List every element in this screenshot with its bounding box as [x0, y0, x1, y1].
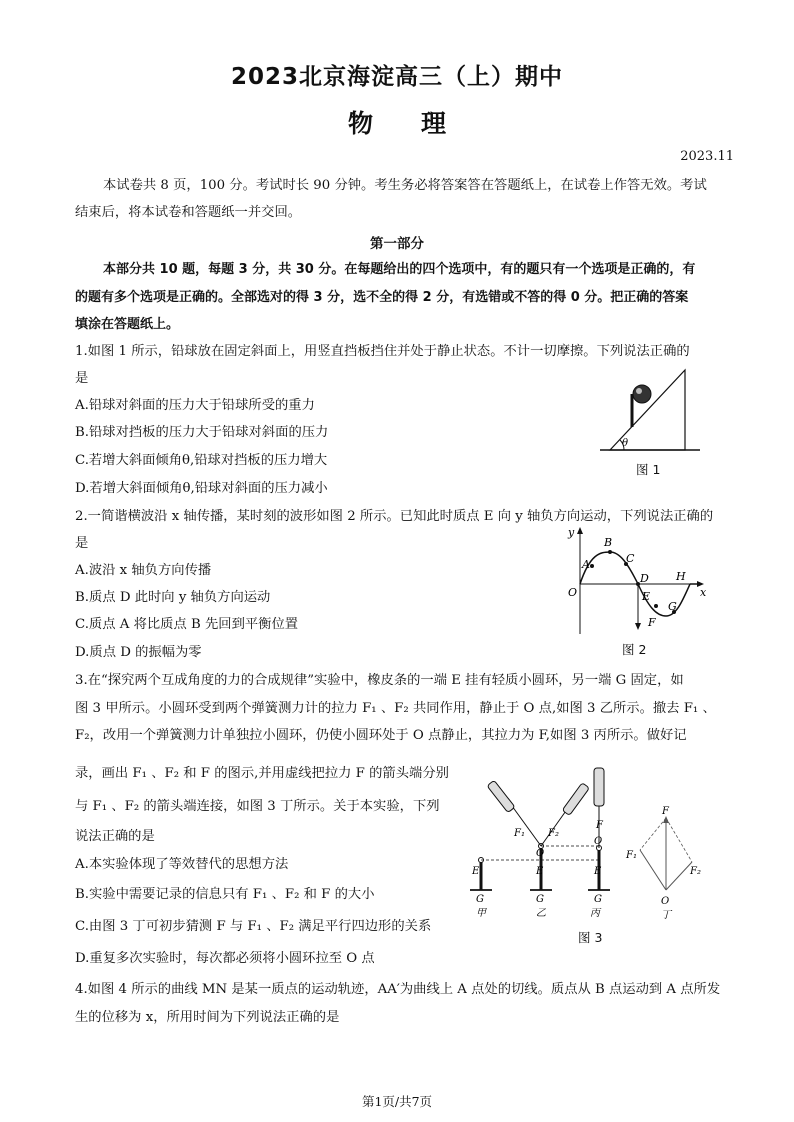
q2-option-c: C.质点 A 将比质点 B 先回到平衡位置: [75, 617, 299, 632]
q3-stem-4: 录，画出 F₁ 、F₂ 和 F 的图示,并用虚线把拉力 F 的箭头端分别: [75, 766, 449, 781]
intro-line-2: 结束后，将本试卷和答题纸一并交回。: [75, 205, 302, 220]
q3-option-c: C.由图 3 丁可初步猜测 F 与 F₁ 、F₂ 满足平行四边形的关系: [75, 919, 432, 934]
q3-stem-3: F₂，改用一个弹簧测力计单独拉小圆环，仍使小圆环处于 O 点静止，其拉力为 F,如图 3 丙所示。做好记: [75, 728, 687, 743]
figure-2-caption: 图 2: [622, 642, 647, 657]
q3-option-a: A.本实验体现了等效替代的思想方法: [75, 857, 289, 872]
arrow-f-head: [635, 623, 641, 630]
subject-char-2: 理: [421, 109, 447, 138]
label-b: B: [604, 536, 613, 549]
exam-date: 2023.11: [680, 149, 734, 164]
q1-option-b: B.铅球对挡板的压力大于铅球对斜面的压力: [75, 425, 329, 440]
label-e: E: [642, 590, 651, 603]
figure-1-incline: [590, 362, 710, 458]
label-c: C: [626, 552, 635, 565]
q3-stem-1: 3.在“探究两个互成角度的力的合成规律”实验中，橡皮条的一端 E 挂有轻质小圆环，另一端 G 固定，如: [75, 673, 684, 688]
yi-label-f1: F₁: [514, 828, 525, 839]
ding-f2-vector: [666, 862, 692, 890]
ding-label-f: F: [662, 806, 669, 817]
part1-instruction-1: 本部分共 10 题，每题 3 分，共 30 分。在每题给出的四个选项中，有的题只有一个选项是正确的，有: [103, 262, 696, 277]
q2-option-b: B.质点 D 此时向 y 轴负方向运动: [75, 590, 271, 605]
point-e: [654, 604, 658, 608]
lead-ball-highlight: [636, 388, 642, 394]
q2-option-d: D.质点 D 的振幅为零: [75, 645, 202, 660]
exam-title: 2023北京海淀高三（上）期中: [230, 64, 563, 90]
bing-spring-scale: [594, 768, 604, 806]
ding-dash-2: [666, 818, 692, 862]
q4-stem-2: 生的位移为 x，所用时间为下列说法正确的是: [75, 1010, 340, 1025]
label-d: D: [640, 572, 649, 585]
subject-title: [0, 104, 794, 140]
label-g: G: [668, 600, 677, 613]
q1-option-a: A.铅球对斜面的压力大于铅球所受的重力: [75, 398, 315, 413]
yi-label-o: O: [536, 848, 545, 859]
q2-option-a: A.波沿 x 轴负方向传播: [75, 563, 212, 578]
bing-label-e: E: [594, 866, 602, 877]
yi-f2-line: [541, 808, 568, 846]
jia-caption: 甲: [476, 908, 486, 919]
ding-f-head: [663, 816, 669, 823]
q4-stem-1: 4.如图 4 所示的曲线 MN 是某一质点的运动轨迹，AA′为曲线上 A 点处的切线。质点从 B 点运动到 A 点所发: [75, 982, 721, 997]
q1-stem-1: 1.如图 1 所示，铅球放在固定斜面上，用竖直挡板挡住并处于静止状态。不计一切摩擦。下列说法正确的: [75, 344, 690, 359]
ding-f1-vector: [640, 850, 666, 890]
ding-label-o: O: [661, 896, 670, 907]
part1-heading: 第一部分: [370, 236, 424, 252]
q3-stem-6: 说法正确的是: [75, 829, 155, 844]
label-origin: O: [568, 586, 578, 599]
q3-option-d: D.重复多次实验时，每次都必须将小圆环拉至 O 点: [75, 951, 375, 966]
q3-stem-5: 与 F₁ 、F₂ 的箭头端连接，如图 3 丁所示。关于本实验，下列: [75, 799, 440, 814]
jia-label-e: E: [472, 866, 480, 877]
ding-label-f1: F₁: [626, 850, 637, 861]
yi-f1-line: [512, 806, 541, 846]
yi-spring-scale-2: [562, 783, 589, 816]
jia-label-g: G: [476, 894, 484, 905]
bing-caption: 丙: [590, 908, 600, 919]
figure-3-experiment: [466, 762, 722, 922]
ding-dash-1: [640, 818, 666, 850]
figure-2-waveform: [560, 524, 710, 638]
part1-instruction-2: 的题有多个选项是正确的。全部选对的得 3 分，选不全的得 2 分，有选错或不答的得 0 分。把正确的答案: [75, 290, 689, 305]
yi-spring-scale-1: [487, 780, 515, 812]
bing-label-f: F: [596, 820, 603, 831]
q1-option-c: C.若增大斜面倾角θ,铅球对挡板的压力增大: [75, 453, 328, 468]
figure-1-caption: 图 1: [636, 462, 661, 477]
bing-label-o: O: [594, 836, 603, 847]
bing-label-g: G: [594, 894, 602, 905]
q1-option-d: D.若增大斜面倾角θ,铅球对斜面的压力减小: [75, 481, 328, 496]
intro-line-1: 本试卷共 8 页，100 分。考试时长 90 分钟。考生务必将答案答在答题纸上，在试卷上作答无效。考试: [103, 178, 707, 193]
yi-label-e: E: [536, 866, 544, 877]
yi-caption: 乙: [536, 908, 546, 919]
ding-caption: 丁: [661, 910, 671, 921]
ding-label-f2: F₂: [690, 866, 701, 877]
angle-label: θ: [622, 438, 629, 449]
label-x: x: [700, 586, 707, 599]
q2-stem-2: 是: [75, 536, 89, 551]
q3-option-b: B.实验中需要记录的信息只有 F₁ 、F₂ 和 F 的大小: [75, 887, 375, 902]
q1-stem-2: 是: [75, 371, 89, 386]
figure-3-caption: 图 3: [578, 930, 603, 945]
point-b: [608, 550, 612, 554]
yi-label-f2: F₂: [548, 828, 559, 839]
y-axis-arrow: [577, 527, 583, 534]
lead-ball: [633, 385, 651, 403]
label-a: A: [582, 558, 590, 571]
part1-instruction-3: 填涂在答题纸上。: [75, 317, 180, 332]
label-y: y: [568, 526, 575, 539]
q3-stem-2: 图 3 甲所示。小圆环受到两个弹簧测力计的拉力 F₁ 、F₂ 共同作用，静止于 O 点,如图 3 乙所示。撤去 F₁ 、: [75, 701, 716, 716]
subject-char-1: 物: [347, 109, 373, 138]
yi-label-g: G: [536, 894, 544, 905]
page-footer: 第1页/共7页: [361, 1094, 433, 1109]
label-h: H: [676, 570, 686, 583]
label-f: F: [648, 616, 656, 629]
point-a: [590, 564, 594, 568]
q2-stem-1: 2.一简谐横波沿 x 轴传播，某时刻的波形如图 2 所示。已知此时质点 E 向 y 轴负方向运动，下列说法正确的: [75, 509, 714, 524]
